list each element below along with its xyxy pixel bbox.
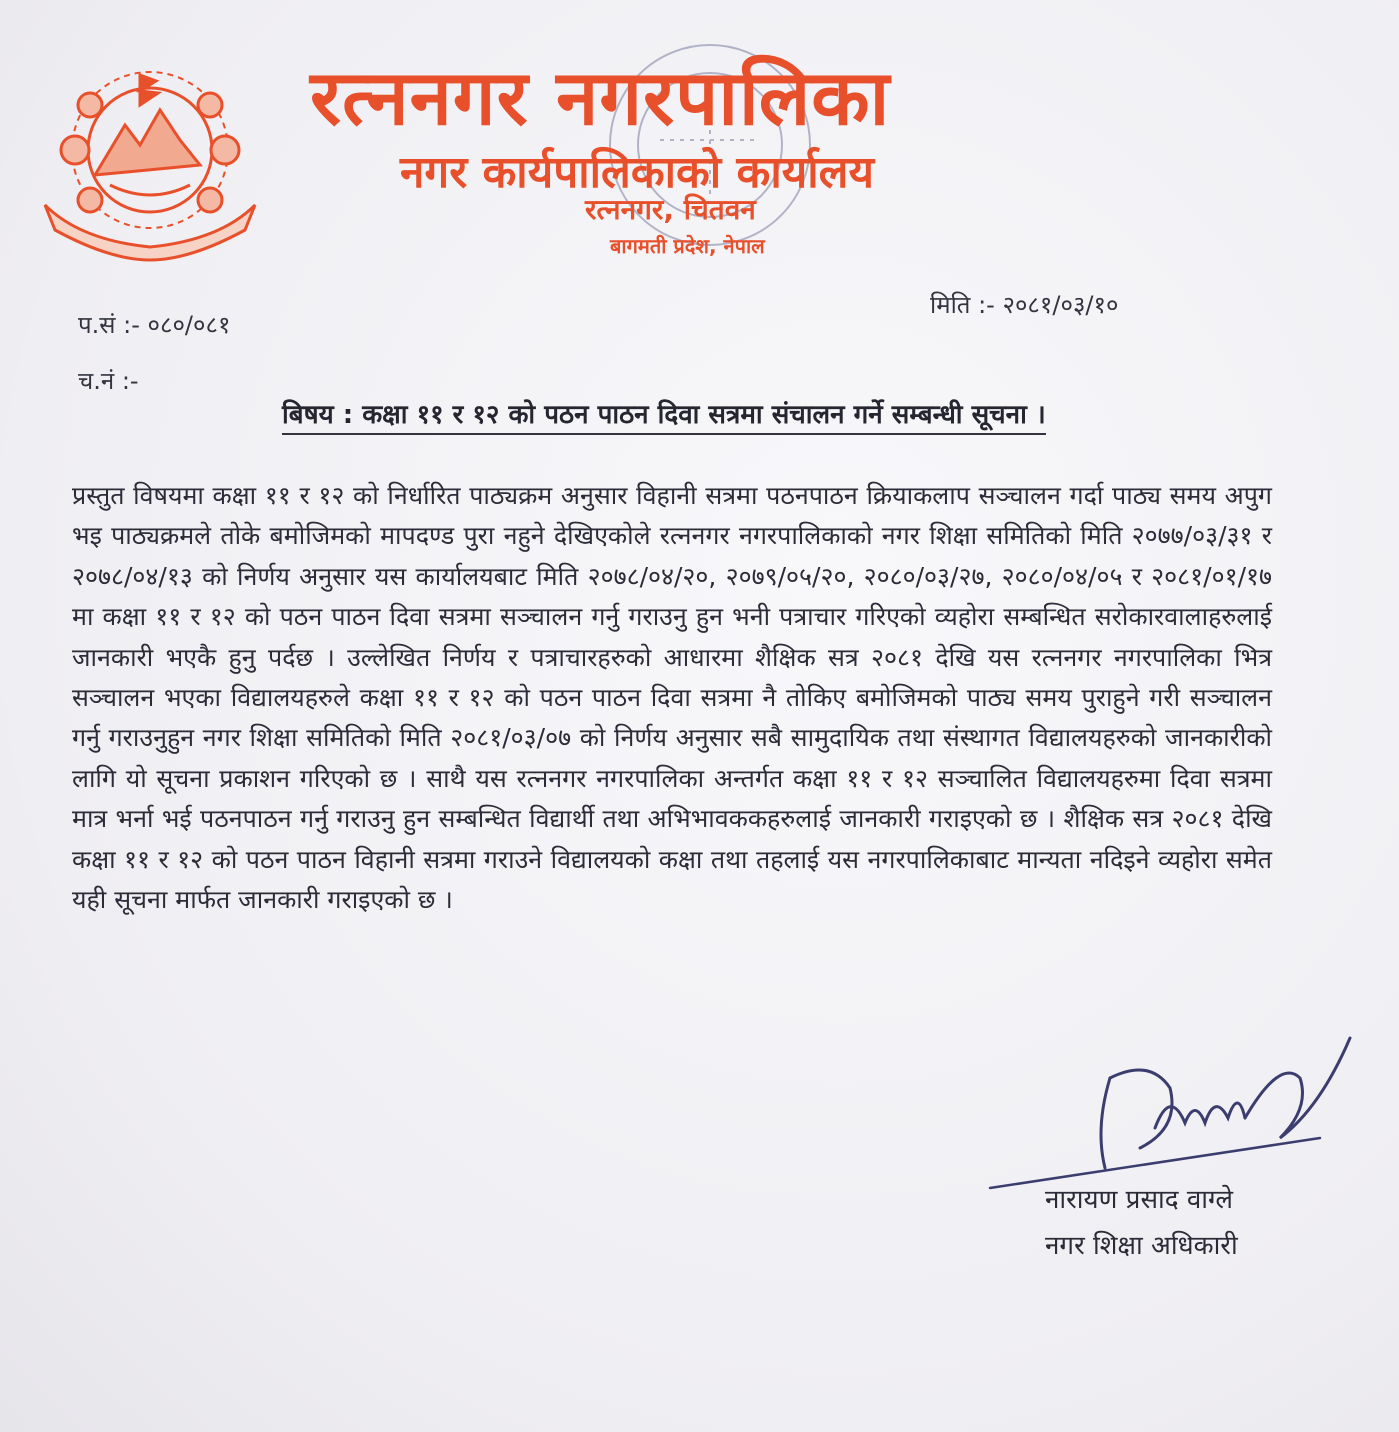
nepal-emblem-icon bbox=[40, 55, 260, 265]
signatory-title: नगर शिक्षा अधिकारी bbox=[1045, 1231, 1238, 1261]
signatory-name: नारायण प्रसाद वाग्ले bbox=[1045, 1185, 1233, 1215]
letter-subject: बिषय : कक्षा ११ र १२ को पठन पाठन दिवा सत्रमा संचालन गर्ने सम्बन्धी सूचना । bbox=[282, 395, 1046, 435]
body-paragraph: प्रस्तुत विषयमा कक्षा ११ र १२ को निर्धारित पाठ्यक्रम अनुसार विहानी सत्रमा पठनपाठन क्रियाकलाप सञ्चालन गर्दा पाठ्य समय अपुग भइ पाठ्यक्रमले तोके बमोजिमको मापदण्ड पुरा नहुने देखिएकोले रत्ननगर नगरपालिकाको नगर शिक्षा समितिको मिति २०७७/०३/३१ र २०७८/०४/१३ को निर्णय अनुसार यस कार्यालयबाट मिति २०७८/०४/२०, २०७९/०५/२०, २०८०/०३/२७, २०८०/०४/०५ र २०८१/०१/१७ मा कक्षा ११ र १२ को पठन पाठन दिवा सत्रमा सञ्चालन गर्नु गराउनु हुन भनी पत्राचार गरिएको व्यहोरा सम्बन्धित सरोकारवालाहरुलाई जानकारी भएकै हुनु पर्दछ । उल्लेखित निर्णय र पत्राचारहरुको आधारमा शैक्षिक सत्र २०८१ देखि यस रत्ननगर नगरपालिका भित्र सञ्चालन भएका विद्यालयहरुले कक्षा ११ र १२ को पठन पाठन दिवा सत्रमा नै तोकिए बमोजिमको पाठ्य समय पुराहुने गरी सञ्चालन गर्नु गराउनुहुन नगर शिक्षा समितिको मिति २०८१/०३/०७ को निर्णय अनुसार सबै सामुदायिक तथा संस्थागत विद्यालयहरुको जानकारीको लागि यो सूचना प्रकाशन गरिएको छ । साथै यस रत्ननगर नगरपालिका अन्तर्गत कक्षा ११ र १२ सञ्चालित विद्यालयहरुमा दिवा सत्रमा मात्र भर्ना भई पठनपाठन गर्नु गराउनु हुन सम्बन्धित विद्यार्थी तथा अभिभावककहरुलाई जानकारी गराइएको छ । शैक्षिक सत्र २०८१ देखि कक्षा ११ र १२ को पठन पाठन विहानी सत्रमा गराउने विद्यालयको कक्षा तथा तहलाई यस नगरपालिकाबाट मान्यता नदिइने व्यहोरा समेत यही सूचना मार्फत जानकारी गराइएको छ । bbox=[72, 481, 1272, 915]
office-name: नगर कार्यपालिकाको कार्यालय bbox=[400, 147, 874, 198]
office-location: रत्ननगर, चितवन bbox=[585, 193, 756, 226]
dispatch-number: च.नं :- bbox=[78, 367, 139, 395]
letter-date: मिति :- २०८१/०३/१० bbox=[930, 291, 1119, 319]
letter-number: प.सं :- ०८०/०८१ bbox=[78, 311, 231, 339]
letter-body bbox=[72, 476, 1272, 920]
province-country: बागमती प्रदेश, नेपाल bbox=[610, 234, 765, 258]
municipality-name: रत्ननगर नगरपालिका bbox=[310, 53, 891, 142]
